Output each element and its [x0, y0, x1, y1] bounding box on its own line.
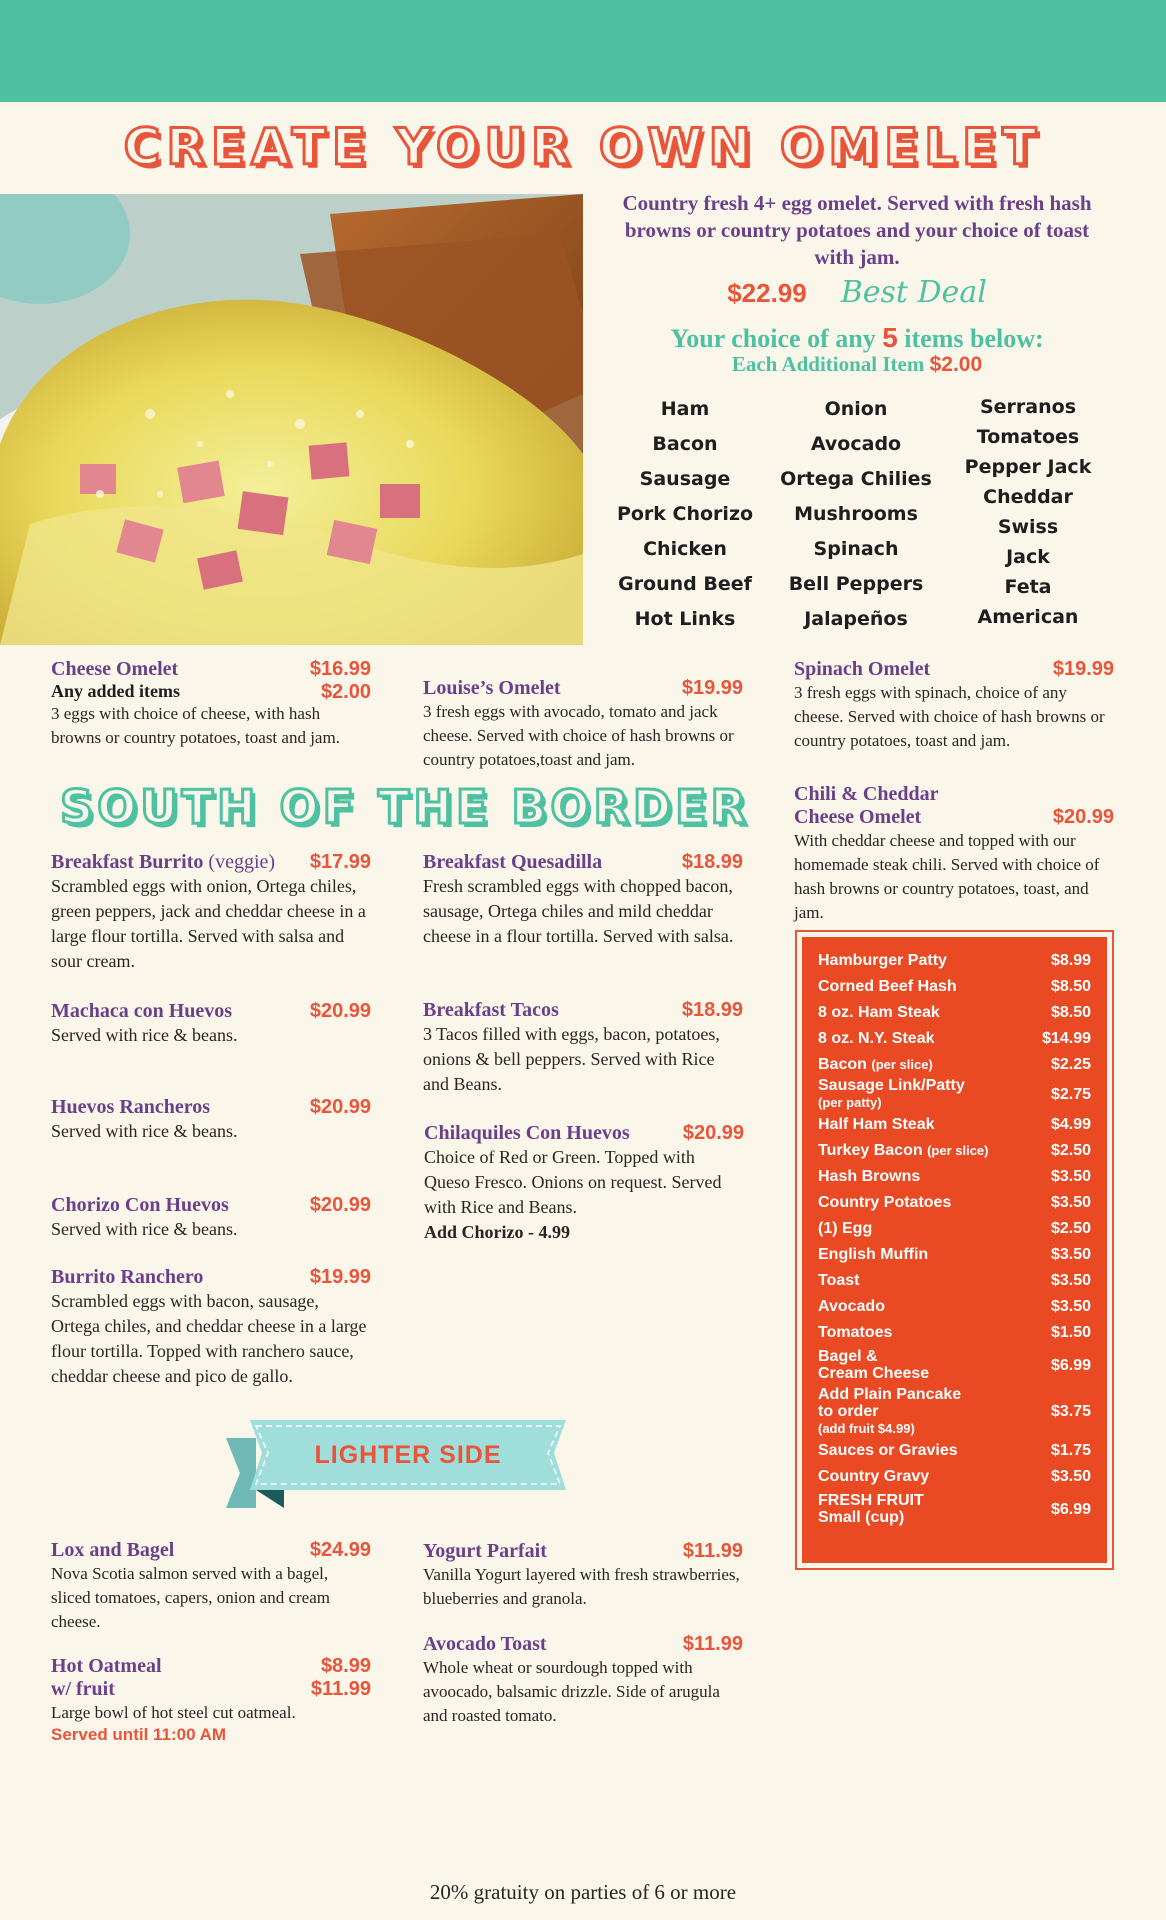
item-description: With cheddar cheese and topped with our homemade steak chili. Served with choice of hash browns or country potatoes, toast, and jam.	[794, 831, 1100, 922]
menu-item-burrito-ranchero	[51, 1266, 371, 1389]
menu-item-chilaquiles	[424, 1122, 744, 1244]
side-price: $3.50	[1050, 1467, 1091, 1485]
side-row	[818, 1345, 1091, 1385]
side-name	[818, 1142, 989, 1159]
side-name-line2: Small (cup)	[818, 1509, 905, 1526]
additional-label: Each Additional Item	[731, 352, 925, 376]
item-name: Cheese Omelet	[51, 658, 179, 680]
menu-item-avocado-toast	[423, 1633, 743, 1728]
side-row	[818, 1293, 1091, 1319]
item-name: Chilaquiles Con Huevos	[424, 1122, 630, 1144]
side-name-line2: to order	[818, 1402, 879, 1420]
ingredient-item: Bell Peppers	[788, 573, 924, 595]
item-name-fruit: w/ fruit	[51, 1678, 115, 1700]
menu-item-huevos-rancheros	[51, 1096, 371, 1143]
top-color-bar	[0, 0, 1166, 102]
menu-item-breakfast-tacos	[423, 999, 743, 1097]
ingredient-item: Mushrooms	[794, 503, 918, 525]
side-name: Country Potatoes	[818, 1193, 952, 1211]
ingredient-item: Jalapeños	[804, 608, 908, 630]
side-name	[818, 1077, 965, 1111]
item-description: Whole wheat or sourdough topped with avoocado, balsamic drizzle. Side of arugula and roasted tomato.	[423, 1658, 720, 1725]
side-price: $3.50	[1050, 1297, 1091, 1315]
side-price: $3.50	[1050, 1167, 1091, 1185]
side-name-line2: Cream Cheese	[818, 1365, 930, 1382]
item-description: 3 fresh eggs with avocado, tomato and jack cheese. Served with choice of hash browns or country potatoes,toast and jam.	[423, 702, 734, 769]
item-price: $20.99	[309, 1194, 371, 1216]
item-price: $19.99	[1052, 658, 1114, 680]
menu-item-cheese-omelet	[51, 658, 371, 750]
side-row	[818, 1437, 1091, 1463]
choice-suffix: items below:	[904, 324, 1044, 353]
item-description: Large bowl of hot steel cut oatmeal.	[51, 1703, 296, 1722]
side-price: $4.99	[1050, 1115, 1091, 1133]
side-row	[818, 1385, 1091, 1437]
side-note: (per patty)	[818, 1095, 882, 1110]
side-row	[818, 1077, 1091, 1111]
side-note: (add fruit $4.99)	[818, 1420, 915, 1436]
ingredient-item: Ground Beef	[618, 573, 752, 595]
omelet-photo	[0, 194, 583, 645]
item-price-fruit: $11.99	[310, 1678, 371, 1700]
side-row	[818, 1319, 1091, 1345]
item-description: 3 eggs with choice of cheese, with hash browns or country potatoes, toast and jam.	[51, 704, 340, 747]
item-name: Chorizo Con Huevos	[51, 1194, 229, 1216]
side-name: Sauces or Gravies	[818, 1441, 958, 1459]
side-name	[818, 1056, 933, 1073]
lighter-side-title: LIGHTER SIDE	[314, 1441, 502, 1469]
south-of-the-border-heading: SOUTH OF THE BORDER	[60, 780, 750, 834]
item-description: Scrambled eggs with onion, Ortega chiles, green peppers, jack and cheddar cheese in a large flour tortilla. Served with salsa and sour cream.	[51, 876, 366, 971]
side-name-text: Turkey Bacon	[818, 1141, 923, 1159]
item-description: Choice of Red or Green. Topped with Queso Fresco. Onions on request. Served with Rice and Beans.	[424, 1147, 722, 1217]
menu-item-louises-omelet	[423, 677, 743, 772]
item-price: $20.99	[682, 1122, 744, 1144]
ingredient-item: Cheddar	[983, 486, 1073, 508]
ingredient-item: Ortega Chilies	[780, 468, 932, 490]
side-row	[818, 1463, 1091, 1489]
side-name: (1) Egg	[818, 1219, 873, 1237]
side-name: Avocado	[818, 1297, 885, 1315]
side-price: $2.25	[1050, 1055, 1091, 1073]
ingredient-item: Tomatoes	[976, 426, 1080, 448]
ingredient-item: Pork Chorizo	[616, 503, 754, 525]
ingredient-item: Swiss	[997, 516, 1059, 538]
menu-item-hot-oatmeal	[51, 1655, 371, 1745]
side-row	[818, 1163, 1091, 1189]
side-name-text: Add Plain Pancake	[818, 1385, 962, 1403]
ingredient-column-1	[595, 392, 775, 637]
item-price: $20.99	[309, 1096, 371, 1118]
side-name-text: FRESH FRUIT	[818, 1492, 924, 1509]
side-name	[818, 1348, 929, 1382]
item-name: Lox and Bagel	[51, 1539, 175, 1561]
side-name: English Muffin	[818, 1245, 929, 1263]
item-price: $20.99	[1052, 806, 1114, 828]
item-description: Scrambled eggs with bacon, sausage, Ortega chiles, and cheddar cheese in a large flour tortilla. Topped with ranchero sauce, cheddar cheese and pico de gallo.	[51, 1291, 367, 1386]
side-price: $3.50	[1050, 1271, 1091, 1289]
page-title: CREATE YOUR OWN OMELET	[123, 118, 1043, 176]
side-price: $3.75	[1050, 1402, 1091, 1420]
side-row	[818, 1489, 1091, 1529]
item-name: Breakfast Tacos	[423, 999, 559, 1021]
side-price: $14.99	[1042, 1029, 1091, 1047]
additional-item-line	[612, 352, 1102, 377]
side-row	[818, 1215, 1091, 1241]
item-name: Avocado Toast	[423, 1633, 547, 1655]
ingredient-item: American	[977, 606, 1079, 628]
side-price: $8.50	[1050, 1003, 1091, 1021]
side-name: Tomatoes	[818, 1323, 893, 1341]
side-name: 8 oz. N.Y. Steak	[818, 1029, 935, 1047]
side-price: $1.50	[1050, 1323, 1091, 1341]
item-description: 3 fresh eggs with spinach, choice of any cheese. Served with choice of hash browns or country potatoes, toast and jam.	[794, 683, 1105, 750]
sides-list	[802, 937, 1107, 1563]
item-name: Hot Oatmeal	[51, 1655, 162, 1677]
item-price: $19.99	[681, 677, 743, 699]
ingredient-item: Hot Links	[634, 608, 736, 630]
item-name: Breakfast Quesadilla	[423, 851, 603, 873]
omelet-price: $22.99	[727, 278, 807, 308]
item-name: Yogurt Parfait	[423, 1540, 547, 1562]
ingredient-item: Chicken	[643, 538, 727, 560]
side-name: Hamburger Patty	[818, 951, 947, 969]
omelet-intro: Country fresh 4+ egg omelet. Served with fresh hash browns or country potatoes and your choice of toast with jam.	[622, 191, 1092, 269]
best-deal-label: Best Deal	[840, 275, 987, 310]
item-description: Served with rice & beans.	[51, 1219, 238, 1239]
gratuity-note: 20% gratuity on parties of 6 or more	[429, 1880, 737, 1904]
ingredient-item: Spinach	[813, 538, 899, 560]
lighter-side-banner	[226, 1418, 566, 1510]
choice-prefix: Your choice of any	[670, 324, 876, 353]
side-price: $3.50	[1050, 1245, 1091, 1263]
side-name-text: Bagel &	[818, 1348, 878, 1365]
side-row	[818, 1051, 1091, 1077]
item-name-line1: Chili & Cheddar	[794, 783, 939, 805]
side-price: $8.99	[1050, 951, 1091, 969]
menu-item-chili-cheddar-omelet	[794, 783, 1114, 925]
item-name: Burrito Ranchero	[51, 1266, 204, 1288]
omelet-price-line	[612, 275, 1102, 310]
choice-number: 5	[882, 322, 898, 353]
item-name: Machaca con Huevos	[51, 1000, 233, 1022]
side-row	[818, 1189, 1091, 1215]
item-description: 3 Tacos filled with eggs, bacon, potatoes, onions & bell peppers. Served with Rice and Beans.	[423, 1024, 720, 1094]
item-price: $11.99	[682, 1633, 743, 1655]
side-row	[818, 1111, 1091, 1137]
ingredient-column-3	[938, 392, 1118, 632]
side-row	[818, 1241, 1091, 1267]
ingredient-item: Jack	[1006, 546, 1050, 568]
ingredient-item: Avocado	[810, 433, 902, 455]
menu-item-breakfast-quesadilla	[423, 851, 743, 949]
side-price: $6.99	[1050, 1500, 1091, 1518]
side-name: 8 oz. Ham Steak	[818, 1003, 940, 1021]
side-row	[818, 1025, 1091, 1051]
choice-heading	[612, 322, 1102, 354]
item-description: Nova Scotia salmon served with a bagel, sliced tomatoes, capers, onion and cream cheese.	[51, 1564, 330, 1631]
added-items-price: $2.00	[320, 681, 371, 703]
side-row	[818, 999, 1091, 1025]
item-description: Served with rice & beans.	[51, 1025, 238, 1045]
item-description: Served with rice & beans.	[51, 1121, 238, 1141]
item-name-text: Breakfast Burrito	[51, 851, 204, 873]
item-description: Vanilla Yogurt layered with fresh strawberries, blueberries and granola.	[423, 1565, 740, 1608]
ingredient-item: Onion	[824, 398, 888, 420]
item-price: $19.99	[309, 1266, 371, 1288]
side-row	[818, 1267, 1091, 1293]
side-name: Half Ham Steak	[818, 1115, 935, 1133]
side-price: $2.50	[1050, 1219, 1091, 1237]
item-price: $18.99	[681, 999, 743, 1021]
menu-item-machaca	[51, 1000, 371, 1047]
sides-box	[795, 930, 1114, 1570]
item-price: $24.99	[309, 1539, 371, 1561]
item-price: $17.99	[309, 851, 371, 873]
menu-item-spinach-omelet	[794, 658, 1114, 753]
menu-item-yogurt-parfait	[423, 1540, 743, 1611]
side-name: Country Gravy	[818, 1467, 930, 1485]
side-name	[818, 1386, 961, 1437]
ingredient-column-2	[766, 392, 946, 637]
item-name: Louise’s Omelet	[423, 677, 561, 699]
ingredient-item: Bacon	[652, 433, 718, 455]
side-price: $1.75	[1050, 1441, 1091, 1459]
side-name-text: Sausage Link/Patty	[818, 1077, 965, 1094]
item-price: $8.99	[320, 1655, 371, 1677]
ingredient-item: Serranos	[979, 396, 1077, 418]
ingredient-item: Sausage	[639, 468, 731, 490]
side-price: $3.50	[1050, 1193, 1091, 1211]
menu-item-chorizo-con-huevos	[51, 1194, 371, 1241]
item-name: Huevos Rancheros	[51, 1096, 211, 1118]
item-price: $16.99	[309, 658, 371, 680]
side-row	[818, 947, 1091, 973]
side-note: (per slice)	[927, 1142, 989, 1158]
ingredient-item: Feta	[1004, 576, 1052, 598]
item-price: $18.99	[681, 851, 743, 873]
served-until-note: Served until 11:00 AM	[51, 1725, 227, 1744]
item-name-line2: Cheese Omelet	[794, 806, 922, 828]
side-name: Hash Browns	[818, 1167, 921, 1185]
additional-price: $2.00	[929, 353, 983, 376]
item-name: Spinach Omelet	[794, 658, 931, 680]
side-name: Toast	[818, 1271, 860, 1289]
veggie-label: (veggie)	[208, 851, 276, 873]
menu-item-lox-and-bagel	[51, 1539, 371, 1634]
menu-item-breakfast-burrito	[51, 851, 371, 974]
ingredient-item: Pepper Jack	[964, 456, 1092, 478]
item-price: $20.99	[309, 1000, 371, 1022]
side-name: Corned Beef Hash	[818, 977, 957, 995]
side-price: $8.50	[1050, 977, 1091, 995]
side-name	[818, 1492, 924, 1526]
side-price: $6.99	[1050, 1356, 1091, 1374]
side-row	[818, 973, 1091, 999]
side-name-text: Bacon	[818, 1055, 867, 1073]
side-note: (per slice)	[871, 1056, 933, 1072]
side-price: $2.50	[1050, 1141, 1091, 1159]
item-price: $11.99	[682, 1540, 743, 1562]
add-chorizo-note: Add Chorizo - 4.99	[424, 1222, 571, 1242]
added-items-label: Any added items	[51, 681, 181, 701]
side-row	[818, 1137, 1091, 1163]
ingredient-item: Ham	[660, 398, 710, 420]
item-description: Fresh scrambled eggs with chopped bacon, sausage, Ortega chiles and mild cheddar cheese in a flour tortilla. Served with salsa.	[423, 876, 734, 946]
side-price: $2.75	[1050, 1085, 1091, 1103]
